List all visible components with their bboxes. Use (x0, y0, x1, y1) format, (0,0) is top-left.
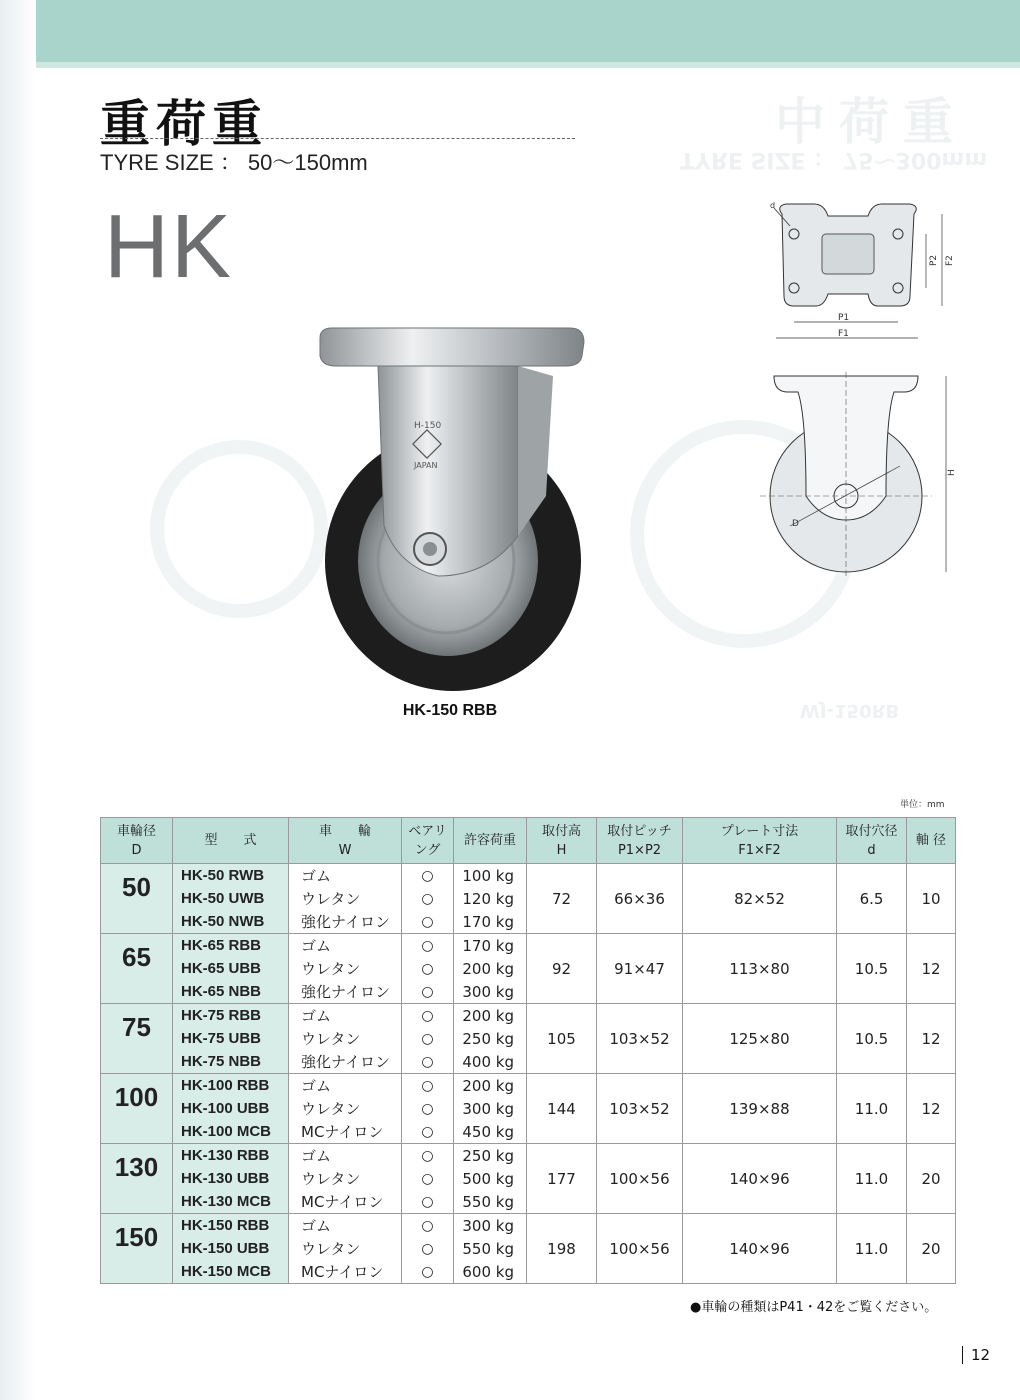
bearing-cell: ○ (402, 1237, 454, 1260)
ghost-wheel-left (150, 440, 328, 618)
table-row (101, 864, 956, 888)
axle-diameter-cell: 10 (907, 864, 956, 934)
wheel-diameter-cell: 75 (101, 1004, 173, 1074)
top-plate (320, 328, 584, 366)
bearing-cell: ○ (402, 1214, 454, 1238)
wheel-diameter-cell: 130 (101, 1144, 173, 1214)
bearing-cell: ○ (402, 1167, 454, 1190)
plate-size-cell: 140×96 (683, 1214, 837, 1284)
bearing-cell: ○ (402, 1144, 454, 1168)
p1-label: P1 (838, 313, 850, 323)
hole-diameter-cell: 11.0 (837, 1074, 907, 1144)
axle-diameter-cell: 12 (907, 1074, 956, 1144)
plate-size-cell: 113×80 (683, 934, 837, 1004)
column-header-label: 型 式 (204, 833, 257, 848)
model-code-cell: HK-50 NWB (173, 910, 289, 934)
column-header-label: 許容荷重 (463, 833, 516, 848)
model-code-cell: HK-75 UBB (173, 1027, 289, 1050)
column-header (402, 818, 454, 864)
wheel-type-cell: ゴム (289, 934, 402, 958)
wheel-diameter-cell: 150 (101, 1214, 173, 1284)
bearing-cell: ○ (402, 1190, 454, 1214)
model-code-cell: HK-65 NBB (173, 980, 289, 1004)
wheel-diameter-cell: 65 (101, 934, 173, 1004)
model-code-cell: HK-150 MCB (173, 1260, 289, 1284)
column-header (527, 818, 597, 864)
title-divider (100, 138, 575, 139)
mount-height-cell: 144 (527, 1074, 597, 1144)
column-header-label: ベアリング (408, 823, 447, 858)
hole-diameter-cell: 10.5 (837, 1004, 907, 1074)
wheel-type-cell: ウレタン (289, 957, 402, 980)
wheel-type-cell: ゴム (289, 1144, 402, 1168)
mount-height-cell: 92 (527, 934, 597, 1004)
bearing-cell: ○ (402, 1050, 454, 1074)
mount-pitch-cell: 103×52 (597, 1004, 683, 1074)
model-code-cell: HK-75 RBB (173, 1004, 289, 1028)
column-header-sublabel: D (131, 842, 142, 858)
column-header (597, 818, 683, 864)
column-header (837, 818, 907, 864)
load-cell: 170 kg (454, 910, 527, 934)
load-cell: 450 kg (454, 1120, 527, 1144)
column-header-sublabel: P1×P2 (617, 842, 662, 858)
load-cell: 550 kg (454, 1190, 527, 1214)
model-code-cell: HK-130 UBB (173, 1167, 289, 1190)
model-code-cell: HK-150 RBB (173, 1214, 289, 1238)
wheel-type-cell: ウレタン (289, 1237, 402, 1260)
column-header-sublabel: F1×F2 (738, 842, 781, 858)
model-code-cell: HK-75 NBB (173, 1050, 289, 1074)
ghost-title: 中荷重 (775, 93, 967, 151)
column-header (173, 818, 289, 864)
mount-pitch-cell: 91×47 (597, 934, 683, 1004)
column-header-label: 軸 径 (915, 833, 947, 848)
load-cell: 300 kg (454, 1214, 527, 1238)
wheel-type-cell: ゴム (289, 1074, 402, 1098)
load-cell: 300 kg (454, 1097, 527, 1120)
unit-label: 単位：mm (900, 800, 945, 810)
p2-label: P2 (929, 254, 939, 266)
axle-diameter-cell: 12 (907, 934, 956, 1004)
plate-size-cell: 125×80 (683, 1004, 837, 1074)
bearing-cell: ○ (402, 980, 454, 1004)
hole-diameter-cell: 6.5 (837, 864, 907, 934)
tyre-size: TYRE SIZE ： 50〜150mm (100, 150, 368, 175)
bearing-cell: ○ (402, 887, 454, 910)
load-cell: 200 kg (454, 1074, 527, 1098)
spec-table (100, 817, 956, 1284)
model-code-cell: HK-65 RBB (173, 934, 289, 958)
load-cell: 300 kg (454, 980, 527, 1004)
photo-caption: HK-150 RBB (402, 702, 498, 719)
load-cell: 500 kg (454, 1167, 527, 1190)
load-cell: 170 kg (454, 934, 527, 958)
column-header (289, 818, 402, 864)
f1-label: F1 (838, 329, 849, 339)
mount-pitch-cell: 66×36 (597, 864, 683, 934)
model-code-cell: HK-130 RBB (173, 1144, 289, 1168)
page-number: 12 (962, 1346, 990, 1364)
wheel-type-cell: MCナイロン (289, 1260, 402, 1284)
wheel-type-cell: ウレタン (289, 887, 402, 910)
table-header-row (101, 818, 956, 864)
hole-diameter-cell: 11.0 (837, 1214, 907, 1284)
load-cell: 550 kg (454, 1237, 527, 1260)
axle-diameter-cell: 20 (907, 1214, 956, 1284)
plate-size-cell: 139×88 (683, 1074, 837, 1144)
hole-diameter-cell: 11.0 (837, 1144, 907, 1214)
column-header-sublabel: d (867, 842, 876, 858)
header-band (36, 0, 1020, 68)
column-header-label: 車 輪 (318, 823, 371, 839)
wheel-type-cell: ゴム (289, 864, 402, 888)
column-header-sublabel: H (556, 842, 567, 858)
load-cell: 200 kg (454, 957, 527, 980)
h-label: H (947, 469, 957, 476)
column-header (454, 818, 527, 864)
mount-height-cell: 198 (527, 1214, 597, 1284)
model-code-cell: HK-50 RWB (173, 864, 289, 888)
model-code-cell: HK-130 MCB (173, 1190, 289, 1214)
column-header (907, 818, 956, 864)
stamp-text-2: JAPAN (414, 461, 438, 470)
caster-photo (318, 326, 588, 696)
load-cell: 100 kg (454, 864, 527, 888)
column-header-label: プレート寸法 (720, 823, 799, 839)
model-code-cell: HK-100 UBB (173, 1097, 289, 1120)
bearing-cell: ○ (402, 934, 454, 958)
wheel-type-cell: ウレタン (289, 1027, 402, 1050)
bearing-cell: ○ (402, 1027, 454, 1050)
column-header-label: 車輪径 (116, 823, 156, 839)
footnote: ●車輪の種類はP41・42をご覧ください。 (690, 1300, 938, 1315)
page-edge-shadow (0, 0, 36, 1400)
wheel-type-cell: ウレタン (289, 1167, 402, 1190)
f2-label: F2 (945, 255, 955, 266)
mount-pitch-cell: 100×56 (597, 1214, 683, 1284)
wheel-diameter-cell: 100 (101, 1074, 173, 1144)
load-cell: 120 kg (454, 887, 527, 910)
bearing-cell: ○ (402, 1120, 454, 1144)
model-code-cell: HK-100 RBB (173, 1074, 289, 1098)
bearing-cell: ○ (402, 864, 454, 888)
ghost-code: WJ-150RB (800, 700, 900, 721)
model-code-cell: HK-65 UBB (173, 957, 289, 980)
bearing-cell: ○ (402, 1004, 454, 1028)
hole-dia-label: d (770, 201, 776, 210)
bearing-cell: ○ (402, 1074, 454, 1098)
wheel-type-cell: 強化ナイロン (289, 910, 402, 934)
column-header-sublabel: W (338, 842, 352, 858)
column-header (101, 818, 173, 864)
bearing-cell: ○ (402, 957, 454, 980)
axle-diameter-cell: 12 (907, 1004, 956, 1074)
table-row (101, 934, 956, 958)
mount-height-cell: 105 (527, 1004, 597, 1074)
wheel-type-cell: 強化ナイロン (289, 1050, 402, 1074)
ghost-tyre-size: TYRE SIZE ： 75〜300mm (680, 147, 988, 172)
bearing-cell: ○ (402, 1097, 454, 1120)
bearing-cell: ○ (402, 1260, 454, 1284)
load-cell: 200 kg (454, 1004, 527, 1028)
table-row (101, 1214, 956, 1238)
model-name: HK (104, 197, 234, 297)
table-row (101, 1074, 956, 1098)
dimension-diagram (760, 196, 960, 586)
column-header-label: 取付ピッチ (607, 823, 672, 839)
load-cell: 600 kg (454, 1260, 527, 1284)
model-code-cell: HK-100 MCB (173, 1120, 289, 1144)
table-row (101, 1004, 956, 1028)
plate-size-cell: 82×52 (683, 864, 837, 934)
load-cell: 250 kg (454, 1027, 527, 1050)
load-cell: 400 kg (454, 1050, 527, 1074)
stamp-text-1: H-150 (414, 421, 442, 431)
mount-pitch-cell: 100×56 (597, 1144, 683, 1214)
bearing-cell: ○ (402, 910, 454, 934)
wheel-type-cell: ゴム (289, 1214, 402, 1238)
mount-pitch-cell: 103×52 (597, 1074, 683, 1144)
wheel-type-cell: ウレタン (289, 1097, 402, 1120)
wheel-type-cell: MCナイロン (289, 1190, 402, 1214)
page-title: 重荷重 (100, 95, 268, 153)
d-label: D (792, 519, 799, 529)
plate-size-cell: 140×96 (683, 1144, 837, 1214)
column-header (683, 818, 837, 864)
model-code-cell: HK-150 UBB (173, 1237, 289, 1260)
hole-diameter-cell: 10.5 (837, 934, 907, 1004)
mount-height-cell: 72 (527, 864, 597, 934)
column-header-label: 取付高 (541, 823, 581, 839)
table-row (101, 1144, 956, 1168)
axle-diameter-cell: 20 (907, 1144, 956, 1214)
wheel-diameter-cell: 50 (101, 864, 173, 934)
mount-height-cell: 177 (527, 1144, 597, 1214)
wheel-type-cell: 強化ナイロン (289, 980, 402, 1004)
load-cell: 250 kg (454, 1144, 527, 1168)
model-code-cell: HK-50 UWB (173, 887, 289, 910)
column-header-label: 取付穴径 (845, 823, 898, 839)
wheel-type-cell: ゴム (289, 1004, 402, 1028)
wheel-type-cell: MCナイロン (289, 1120, 402, 1144)
fork-bracket (378, 366, 518, 576)
